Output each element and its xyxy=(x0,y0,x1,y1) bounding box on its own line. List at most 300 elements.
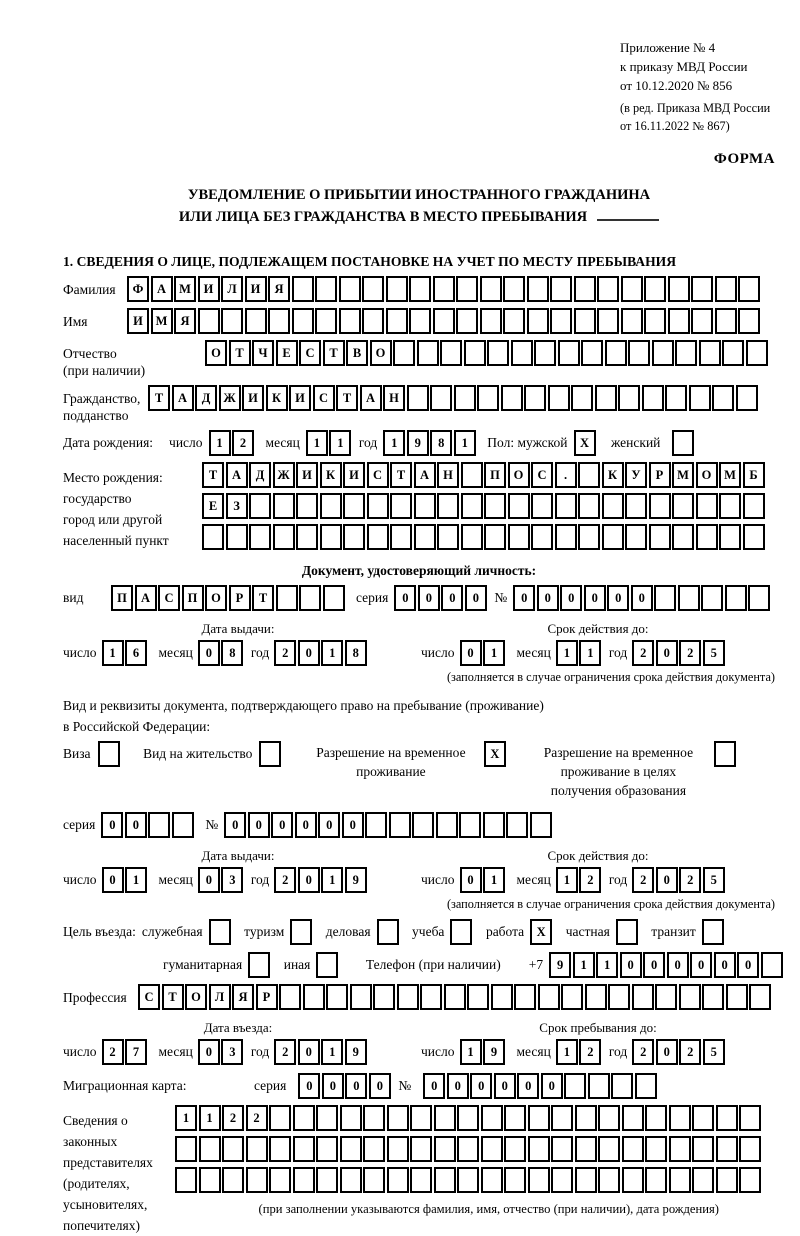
form-cell[interactable] xyxy=(571,385,593,411)
form-cell[interactable] xyxy=(622,1105,644,1131)
form-cell[interactable]: М xyxy=(151,308,173,334)
form-cell[interactable] xyxy=(575,1167,597,1193)
form-cell[interactable] xyxy=(575,1136,597,1162)
form-cell[interactable]: 0 xyxy=(470,1073,492,1099)
form-cell[interactable] xyxy=(530,812,552,838)
form-cell[interactable] xyxy=(501,385,523,411)
purpose-business-checkbox[interactable] xyxy=(377,919,401,945)
form-cell[interactable] xyxy=(654,585,676,611)
form-cell[interactable] xyxy=(702,919,724,945)
form-cell[interactable]: 1 xyxy=(556,640,578,666)
doc-series-cells[interactable] xyxy=(394,585,488,611)
form-cell[interactable] xyxy=(323,585,345,611)
form-cell[interactable] xyxy=(457,1105,479,1131)
form-cell[interactable] xyxy=(618,385,640,411)
form-cell[interactable] xyxy=(409,308,431,334)
form-cell[interactable] xyxy=(483,812,505,838)
form-cell[interactable]: 0 xyxy=(690,952,712,978)
form-cell[interactable]: . xyxy=(555,462,577,488)
form-cell[interactable]: И xyxy=(127,308,149,334)
form-cell[interactable]: 2 xyxy=(579,867,601,893)
purpose-tourism-checkbox[interactable] xyxy=(290,919,314,945)
form-cell[interactable] xyxy=(461,524,483,550)
form-cell[interactable] xyxy=(464,340,486,366)
form-cell[interactable] xyxy=(296,493,318,519)
form-cell[interactable] xyxy=(527,308,549,334)
form-cell[interactable] xyxy=(279,984,301,1010)
form-cell[interactable]: X xyxy=(574,430,596,456)
form-cell[interactable] xyxy=(362,276,384,302)
form-cell[interactable]: 2 xyxy=(632,640,654,666)
form-cell[interactable] xyxy=(387,1167,409,1193)
form-cell[interactable]: 1 xyxy=(383,430,405,456)
form-cell[interactable] xyxy=(412,812,434,838)
form-cell[interactable]: 2 xyxy=(274,867,296,893)
form-cell[interactable]: 0 xyxy=(101,812,123,838)
form-cell[interactable]: 1 xyxy=(175,1105,197,1131)
stay-day-cells[interactable] xyxy=(460,1039,507,1065)
form-cell[interactable]: X xyxy=(530,919,552,945)
form-cell[interactable] xyxy=(316,1136,338,1162)
birth-place-line1[interactable] xyxy=(202,462,766,488)
form-cell[interactable] xyxy=(276,585,298,611)
form-cell[interactable] xyxy=(454,385,476,411)
form-cell[interactable]: 0 xyxy=(342,812,364,838)
form-cell[interactable]: 0 xyxy=(102,867,124,893)
form-cell[interactable] xyxy=(339,276,361,302)
form-cell[interactable]: 1 xyxy=(321,1039,343,1065)
form-cell[interactable] xyxy=(551,1167,573,1193)
form-cell[interactable]: 0 xyxy=(248,812,270,838)
form-cell[interactable] xyxy=(434,1136,456,1162)
form-cell[interactable] xyxy=(691,308,713,334)
form-cell[interactable] xyxy=(692,1167,714,1193)
form-cell[interactable]: Р xyxy=(649,462,671,488)
form-cell[interactable]: 2 xyxy=(632,1039,654,1065)
form-cell[interactable] xyxy=(273,524,295,550)
form-cell[interactable] xyxy=(481,1105,503,1131)
form-cell[interactable] xyxy=(528,1167,550,1193)
form-cell[interactable] xyxy=(246,1136,268,1162)
form-cell[interactable] xyxy=(339,308,361,334)
form-cell[interactable] xyxy=(669,1105,691,1131)
form-cell[interactable] xyxy=(598,1136,620,1162)
form-cell[interactable] xyxy=(531,524,553,550)
form-cell[interactable] xyxy=(487,340,509,366)
form-cell[interactable]: 0 xyxy=(394,585,416,611)
form-cell[interactable] xyxy=(578,524,600,550)
form-cell[interactable]: А xyxy=(172,385,194,411)
form-cell[interactable] xyxy=(299,585,321,611)
form-cell[interactable] xyxy=(386,276,408,302)
stay-month-cells[interactable] xyxy=(556,1039,603,1065)
form-cell[interactable] xyxy=(222,1167,244,1193)
form-cell[interactable]: Т xyxy=(252,585,274,611)
form-cell[interactable]: В xyxy=(346,340,368,366)
form-cell[interactable] xyxy=(390,493,412,519)
issue-year-cells[interactable] xyxy=(274,640,368,666)
form-cell[interactable] xyxy=(736,385,758,411)
form-cell[interactable] xyxy=(672,430,694,456)
form-cell[interactable] xyxy=(209,919,231,945)
form-cell[interactable] xyxy=(738,276,760,302)
form-cell[interactable]: 2 xyxy=(232,430,254,456)
form-cell[interactable] xyxy=(602,524,624,550)
form-cell[interactable]: 0 xyxy=(643,952,665,978)
form-cell[interactable] xyxy=(558,340,580,366)
form-cell[interactable] xyxy=(504,1136,526,1162)
purpose-humanitarian-checkbox[interactable] xyxy=(248,952,272,978)
form-cell[interactable] xyxy=(343,493,365,519)
form-cell[interactable]: И xyxy=(242,385,264,411)
form-cell[interactable] xyxy=(508,524,530,550)
form-cell[interactable] xyxy=(407,385,429,411)
form-cell[interactable]: С xyxy=(367,462,389,488)
form-cell[interactable]: 1 xyxy=(321,640,343,666)
form-cell[interactable]: А xyxy=(226,462,248,488)
form-cell[interactable] xyxy=(701,585,723,611)
profession-cells[interactable] xyxy=(138,984,773,1010)
form-cell[interactable]: Ж xyxy=(273,462,295,488)
form-cell[interactable] xyxy=(393,340,415,366)
representatives-line3[interactable] xyxy=(175,1167,763,1193)
form-cell[interactable] xyxy=(550,276,572,302)
form-cell[interactable]: 6 xyxy=(125,640,147,666)
form-cell[interactable] xyxy=(652,340,674,366)
stay-issue-day-cells[interactable] xyxy=(102,867,149,893)
form-cell[interactable]: И xyxy=(296,462,318,488)
form-cell[interactable] xyxy=(702,984,724,1010)
form-cell[interactable] xyxy=(665,385,687,411)
sex-female-checkbox[interactable] xyxy=(672,430,696,456)
form-cell[interactable]: А xyxy=(151,276,173,302)
form-cell[interactable]: 0 xyxy=(494,1073,516,1099)
form-cell[interactable]: 9 xyxy=(345,1039,367,1065)
form-cell[interactable] xyxy=(221,308,243,334)
form-cell[interactable] xyxy=(273,493,295,519)
form-cell[interactable] xyxy=(417,340,439,366)
form-cell[interactable] xyxy=(491,984,513,1010)
form-cell[interactable] xyxy=(635,1073,657,1099)
form-cell[interactable]: 2 xyxy=(632,867,654,893)
form-cell[interactable] xyxy=(410,1167,432,1193)
form-cell[interactable] xyxy=(320,524,342,550)
form-cell[interactable] xyxy=(480,276,502,302)
entry-year-cells[interactable] xyxy=(274,1039,368,1065)
form-cell[interactable] xyxy=(433,308,455,334)
form-cell[interactable]: И xyxy=(198,276,220,302)
purpose-work-checkbox[interactable] xyxy=(530,919,554,945)
form-cell[interactable] xyxy=(696,493,718,519)
form-cell[interactable] xyxy=(504,1105,526,1131)
form-cell[interactable] xyxy=(456,308,478,334)
form-cell[interactable] xyxy=(555,493,577,519)
form-cell[interactable] xyxy=(715,308,737,334)
form-cell[interactable] xyxy=(739,1136,761,1162)
form-cell[interactable] xyxy=(269,1167,291,1193)
form-cell[interactable] xyxy=(514,984,536,1010)
form-cell[interactable] xyxy=(481,1136,503,1162)
form-cell[interactable] xyxy=(326,984,348,1010)
form-cell[interactable]: 1 xyxy=(556,867,578,893)
form-cell[interactable] xyxy=(555,524,577,550)
form-cell[interactable] xyxy=(226,524,248,550)
form-cell[interactable] xyxy=(293,1136,315,1162)
form-cell[interactable] xyxy=(362,308,384,334)
form-cell[interactable] xyxy=(689,385,711,411)
form-cell[interactable]: Б xyxy=(743,462,765,488)
form-cell[interactable]: Т xyxy=(390,462,412,488)
form-cell[interactable]: 0 xyxy=(560,585,582,611)
form-cell[interactable] xyxy=(739,1167,761,1193)
form-cell[interactable] xyxy=(578,493,600,519)
form-cell[interactable]: Н xyxy=(437,462,459,488)
doc-type-cells[interactable] xyxy=(111,585,346,611)
form-cell[interactable]: 2 xyxy=(679,1039,701,1065)
form-cell[interactable] xyxy=(246,1167,268,1193)
form-cell[interactable]: 0 xyxy=(298,867,320,893)
form-cell[interactable] xyxy=(365,812,387,838)
form-cell[interactable] xyxy=(699,340,721,366)
birth-month-cells[interactable] xyxy=(306,430,353,456)
form-cell[interactable] xyxy=(616,919,638,945)
purpose-other-checkbox[interactable] xyxy=(316,952,340,978)
form-cell[interactable]: 2 xyxy=(679,867,701,893)
form-cell[interactable] xyxy=(578,462,600,488)
form-cell[interactable]: 2 xyxy=(274,1039,296,1065)
form-cell[interactable] xyxy=(597,308,619,334)
form-cell[interactable]: Н xyxy=(383,385,405,411)
stay-valid-month-cells[interactable] xyxy=(556,867,603,893)
form-cell[interactable]: 2 xyxy=(579,1039,601,1065)
form-cell[interactable] xyxy=(199,1167,221,1193)
form-cell[interactable] xyxy=(712,385,734,411)
form-cell[interactable] xyxy=(622,1136,644,1162)
form-cell[interactable] xyxy=(622,1167,644,1193)
form-cell[interactable]: Д xyxy=(195,385,217,411)
form-cell[interactable]: С xyxy=(158,585,180,611)
purpose-transit-checkbox[interactable] xyxy=(702,919,726,945)
form-cell[interactable] xyxy=(414,524,436,550)
form-cell[interactable]: С xyxy=(138,984,160,1010)
form-cell[interactable] xyxy=(669,1136,691,1162)
form-cell[interactable]: 1 xyxy=(556,1039,578,1065)
stay-number-cells[interactable] xyxy=(224,812,553,838)
valid-day-cells[interactable] xyxy=(460,640,507,666)
birth-year-cells[interactable] xyxy=(383,430,477,456)
form-cell[interactable] xyxy=(691,276,713,302)
form-cell[interactable] xyxy=(199,1136,221,1162)
form-cell[interactable]: 8 xyxy=(221,640,243,666)
form-cell[interactable]: 0 xyxy=(517,1073,539,1099)
form-cell[interactable] xyxy=(363,1167,385,1193)
form-cell[interactable] xyxy=(608,984,630,1010)
form-cell[interactable] xyxy=(269,1105,291,1131)
form-cell[interactable]: О xyxy=(185,984,207,1010)
entry-month-cells[interactable] xyxy=(198,1039,245,1065)
form-cell[interactable] xyxy=(98,741,120,767)
form-cell[interactable] xyxy=(719,524,741,550)
form-cell[interactable] xyxy=(746,340,768,366)
form-cell[interactable]: Т xyxy=(336,385,358,411)
form-cell[interactable] xyxy=(743,524,765,550)
form-cell[interactable]: Т xyxy=(323,340,345,366)
patronymic-cells[interactable] xyxy=(205,340,769,366)
form-cell[interactable]: 0 xyxy=(465,585,487,611)
form-cell[interactable] xyxy=(644,276,666,302)
visa-checkbox[interactable] xyxy=(98,741,122,767)
form-cell[interactable] xyxy=(245,308,267,334)
birth-place-line3[interactable] xyxy=(202,524,766,550)
form-cell[interactable]: И xyxy=(343,462,365,488)
mc-series-cells[interactable] xyxy=(298,1073,392,1099)
form-cell[interactable] xyxy=(668,308,690,334)
form-cell[interactable] xyxy=(672,524,694,550)
form-cell[interactable] xyxy=(373,984,395,1010)
form-cell[interactable] xyxy=(649,493,671,519)
form-cell[interactable] xyxy=(456,276,478,302)
form-cell[interactable]: И xyxy=(245,276,267,302)
stay-issue-month-cells[interactable] xyxy=(198,867,245,893)
form-cell[interactable] xyxy=(410,1136,432,1162)
form-cell[interactable] xyxy=(484,524,506,550)
representatives-line2[interactable] xyxy=(175,1136,763,1162)
sex-male-checkbox[interactable] xyxy=(574,430,598,456)
form-cell[interactable]: О xyxy=(205,340,227,366)
form-cell[interactable]: 0 xyxy=(537,585,559,611)
form-cell[interactable] xyxy=(434,1167,456,1193)
form-cell[interactable]: 1 xyxy=(579,640,601,666)
form-cell[interactable] xyxy=(296,524,318,550)
form-cell[interactable]: Р xyxy=(229,585,251,611)
form-cell[interactable]: К xyxy=(266,385,288,411)
form-cell[interactable] xyxy=(269,1136,291,1162)
form-cell[interactable] xyxy=(504,1167,526,1193)
form-cell[interactable] xyxy=(645,1105,667,1131)
form-cell[interactable]: О xyxy=(370,340,392,366)
form-cell[interactable]: 9 xyxy=(483,1039,505,1065)
form-cell[interactable] xyxy=(528,1136,550,1162)
purpose-private-checkbox[interactable] xyxy=(616,919,640,945)
form-cell[interactable] xyxy=(503,308,525,334)
form-cell[interactable]: А xyxy=(135,585,157,611)
form-cell[interactable]: М xyxy=(174,276,196,302)
form-cell[interactable]: 0 xyxy=(607,585,629,611)
form-cell[interactable] xyxy=(598,1167,620,1193)
form-cell[interactable] xyxy=(259,741,281,767)
doc-number-cells[interactable] xyxy=(513,585,772,611)
form-cell[interactable] xyxy=(632,984,654,1010)
form-cell[interactable]: 8 xyxy=(430,430,452,456)
form-cell[interactable]: П xyxy=(484,462,506,488)
form-cell[interactable] xyxy=(459,812,481,838)
form-cell[interactable] xyxy=(320,493,342,519)
valid-month-cells[interactable] xyxy=(556,640,603,666)
form-cell[interactable] xyxy=(367,524,389,550)
form-cell[interactable] xyxy=(696,524,718,550)
form-cell[interactable] xyxy=(642,385,664,411)
form-cell[interactable] xyxy=(316,1167,338,1193)
form-cell[interactable] xyxy=(551,1136,573,1162)
form-cell[interactable] xyxy=(743,493,765,519)
form-cell[interactable]: 9 xyxy=(345,867,367,893)
form-cell[interactable] xyxy=(363,1105,385,1131)
form-cell[interactable]: 0 xyxy=(447,1073,469,1099)
form-cell[interactable] xyxy=(716,1136,738,1162)
form-cell[interactable] xyxy=(390,524,412,550)
valid-year-cells[interactable] xyxy=(632,640,726,666)
form-cell[interactable]: 7 xyxy=(125,1039,147,1065)
form-cell[interactable] xyxy=(436,812,458,838)
form-cell[interactable] xyxy=(508,493,530,519)
stay-year-cells[interactable] xyxy=(632,1039,726,1065)
form-cell[interactable] xyxy=(655,984,677,1010)
form-cell[interactable] xyxy=(725,585,747,611)
form-cell[interactable]: 1 xyxy=(460,1039,482,1065)
form-cell[interactable]: 2 xyxy=(102,1039,124,1065)
form-cell[interactable]: Т xyxy=(162,984,184,1010)
form-cell[interactable] xyxy=(738,308,760,334)
form-cell[interactable] xyxy=(506,812,528,838)
form-cell[interactable] xyxy=(467,984,489,1010)
form-cell[interactable]: 2 xyxy=(274,640,296,666)
form-cell[interactable]: 2 xyxy=(246,1105,268,1131)
form-cell[interactable] xyxy=(564,1073,586,1099)
entry-day-cells[interactable] xyxy=(102,1039,149,1065)
issue-month-cells[interactable] xyxy=(198,640,245,666)
form-cell[interactable] xyxy=(340,1167,362,1193)
form-cell[interactable] xyxy=(748,585,770,611)
stay-valid-day-cells[interactable] xyxy=(460,867,507,893)
form-cell[interactable]: 0 xyxy=(418,585,440,611)
form-cell[interactable]: А xyxy=(414,462,436,488)
form-cell[interactable] xyxy=(198,308,220,334)
form-cell[interactable] xyxy=(524,385,546,411)
citizenship-cells[interactable] xyxy=(148,385,759,411)
form-cell[interactable] xyxy=(343,524,365,550)
form-cell[interactable] xyxy=(588,1073,610,1099)
form-cell[interactable] xyxy=(389,812,411,838)
form-cell[interactable] xyxy=(716,1105,738,1131)
form-cell[interactable] xyxy=(350,984,372,1010)
form-cell[interactable]: У xyxy=(625,462,647,488)
form-cell[interactable]: 1 xyxy=(454,430,476,456)
form-cell[interactable]: 0 xyxy=(322,1073,344,1099)
form-cell[interactable] xyxy=(649,524,671,550)
form-cell[interactable] xyxy=(561,984,583,1010)
form-cell[interactable]: Д xyxy=(249,462,271,488)
form-cell[interactable] xyxy=(315,276,337,302)
form-cell[interactable]: Л xyxy=(221,276,243,302)
form-cell[interactable] xyxy=(450,919,472,945)
form-cell[interactable] xyxy=(292,308,314,334)
form-cell[interactable]: 0 xyxy=(345,1073,367,1099)
form-cell[interactable] xyxy=(461,493,483,519)
form-cell[interactable] xyxy=(387,1136,409,1162)
form-cell[interactable] xyxy=(457,1136,479,1162)
form-cell[interactable] xyxy=(678,585,700,611)
form-cell[interactable]: З xyxy=(226,493,248,519)
form-cell[interactable] xyxy=(595,385,617,411)
form-cell[interactable] xyxy=(477,385,499,411)
temp-residence-checkbox[interactable] xyxy=(484,741,508,767)
form-cell[interactable] xyxy=(440,340,462,366)
form-cell[interactable] xyxy=(457,1167,479,1193)
form-cell[interactable]: Ж xyxy=(219,385,241,411)
purpose-study-checkbox[interactable] xyxy=(450,919,474,945)
form-cell[interactable] xyxy=(621,308,643,334)
form-cell[interactable]: К xyxy=(320,462,342,488)
